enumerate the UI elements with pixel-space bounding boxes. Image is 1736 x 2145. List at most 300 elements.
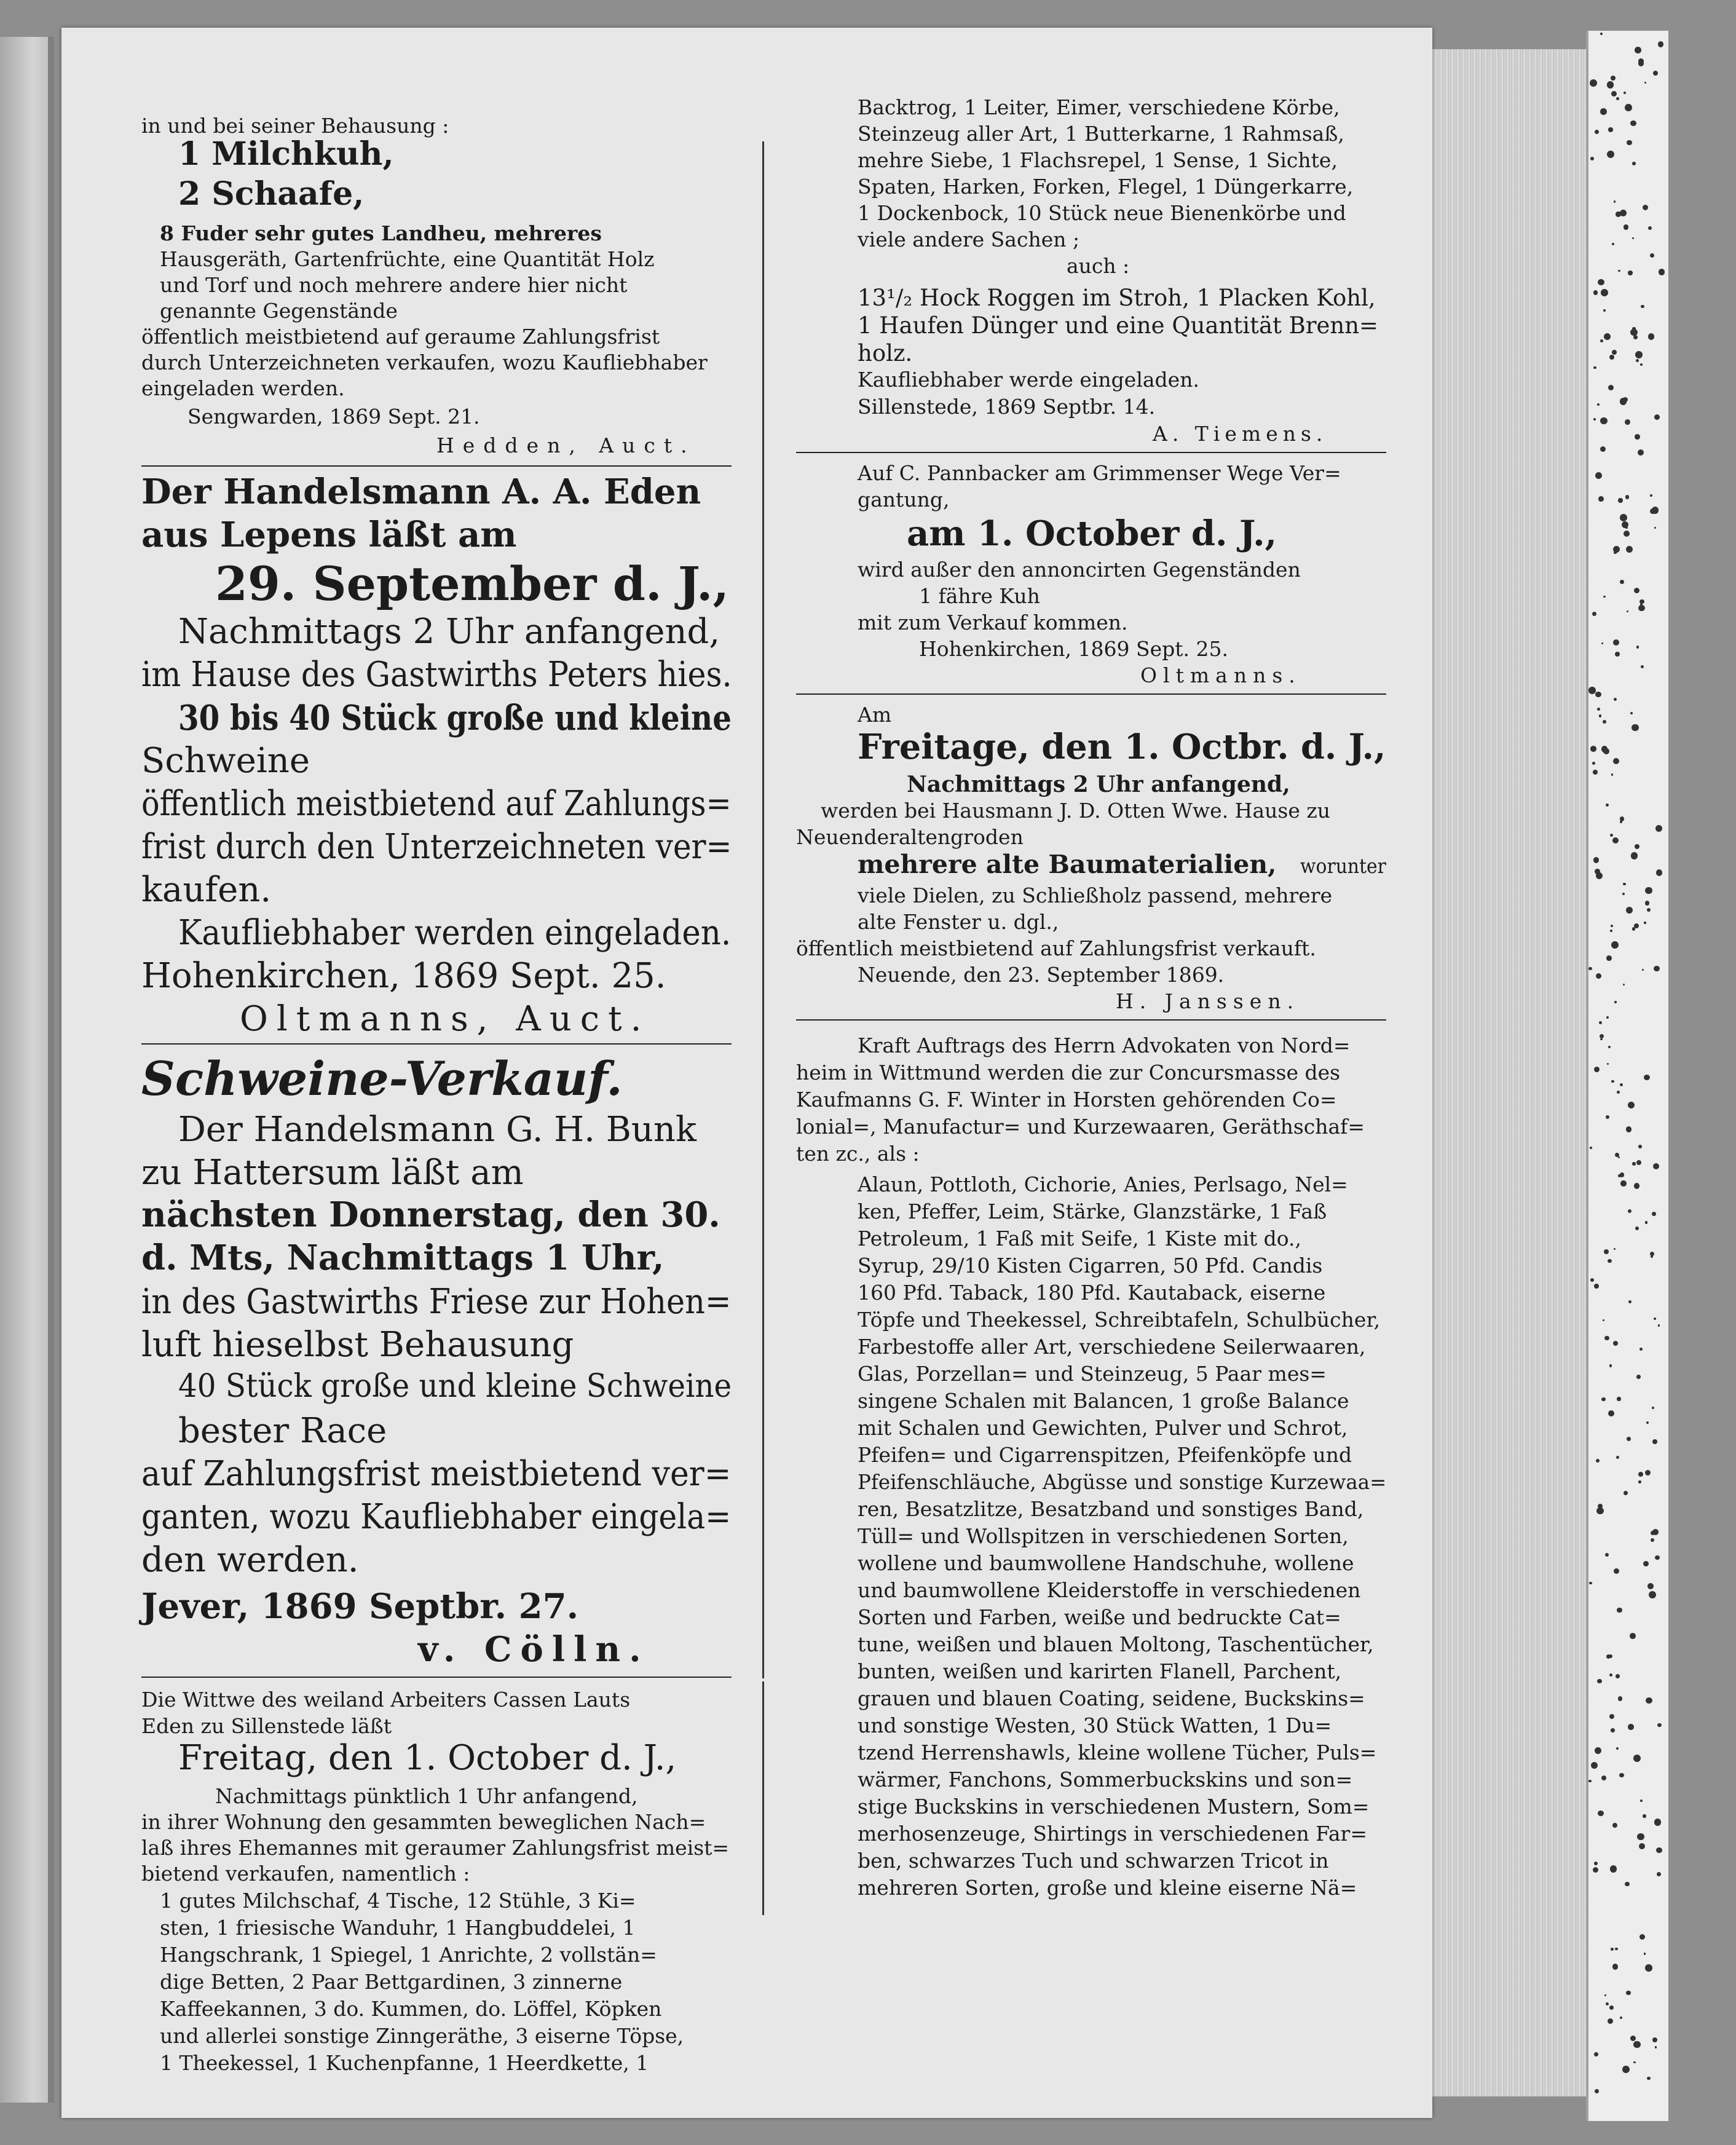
ad-separator — [796, 452, 1386, 453]
cover-speckle — [1590, 157, 1594, 160]
ad-text: Farbestoffe aller Art, verschiedene Seilerwaaren, — [858, 1335, 1366, 1359]
ad-text: Syrup, 29/10 Kisten Cigarren, 50 Pfd. Candis — [858, 1254, 1323, 1278]
ad-text: Pfeifen= und Cigarrenspitzen, Pfeifenköpfe und — [858, 1443, 1352, 1467]
cover-speckle — [1653, 71, 1658, 76]
cover-speckle — [1612, 243, 1614, 245]
cover-speckle — [1627, 1437, 1631, 1441]
previous-page-edge — [0, 37, 54, 2103]
ad-text: Kaufliebhaber werden eingeladen. — [178, 913, 732, 953]
cover-speckle — [1635, 844, 1639, 849]
cover-speckle — [1619, 1773, 1624, 1777]
cover-speckle — [1635, 351, 1643, 358]
cover-speckle — [1620, 1180, 1627, 1187]
ad-headline: d. Mts, Nachmittags 1 Uhr, — [141, 1238, 665, 1278]
cover-speckle — [1613, 1341, 1618, 1346]
ad-signature: v. Cölln. — [418, 1629, 650, 1670]
ad-headline: Freitag, den 1. October d. J., — [178, 1738, 677, 1778]
cover-speckle — [1655, 2046, 1657, 2048]
cover-speckle — [1594, 2052, 1598, 2056]
ad-text: merhosenzeuge, Shirtings in verschiedenen Far= — [858, 1822, 1367, 1846]
ad-text: sten, 1 friesische Wanduhr, 1 Hangbuddelei, 1 — [160, 1916, 636, 1940]
cover-speckle — [1600, 446, 1606, 452]
cover-speckle — [1616, 1456, 1619, 1459]
cover-speckle — [1590, 1278, 1594, 1282]
cover-speckle — [1628, 1724, 1633, 1729]
cover-speckle — [1606, 2002, 1609, 2005]
cover-speckle — [1594, 1862, 1598, 1865]
ad-text: 1 fähre Kuh — [919, 584, 1040, 608]
ad-text: 1 Theekessel, 1 Kuchenpfanne, 1 Heerdkette, 1 — [160, 2051, 649, 2075]
ad-separator — [141, 1043, 732, 1045]
cover-speckle — [1654, 414, 1660, 420]
ad-headline: mehrere alte Baumaterialien, — [858, 850, 1277, 879]
cover-speckle — [1645, 887, 1652, 895]
cover-speckle — [1618, 1156, 1620, 1158]
cover-speckle — [1608, 2018, 1614, 2025]
cover-speckle — [1606, 1654, 1611, 1659]
ad-text: frist durch den Unterzeichneten ver= — [141, 827, 732, 867]
ad-text: zu Hattersum läßt am — [141, 1153, 524, 1193]
ad-text: viele andere Sachen ; — [858, 227, 1080, 251]
ad-text: Alaun, Pottloth, Cichorie, Anies, Perlsago, Nel= — [858, 1172, 1348, 1196]
ad-text: Kaffeekannen, 3 do. Kummen, do. Löffel, Köpken — [160, 1997, 662, 2021]
cover-speckle — [1649, 1591, 1656, 1598]
ad-text: Schweine — [141, 741, 310, 781]
cover-speckle — [1610, 1865, 1617, 1873]
ad-text: in des Gastwirths Friese zur Hohen= — [141, 1282, 732, 1322]
ad-separator — [796, 693, 1386, 695]
cover-speckle — [1616, 97, 1619, 100]
ad-text: auch : — [1067, 254, 1130, 278]
cover-speckle — [1605, 1553, 1609, 1557]
ad-text: luft hieselbst Behausung — [141, 1325, 574, 1365]
cover-speckle — [1591, 1762, 1598, 1769]
ad-text: grauen und blauen Coating, seidene, Buckskins= — [858, 1686, 1365, 1710]
cover-speckle — [1611, 773, 1613, 775]
ad-text: Nachmittags 2 Uhr anfangend, — [907, 772, 1290, 797]
cover-speckle — [1601, 1776, 1606, 1780]
ad-text: worunter — [1300, 854, 1386, 878]
ad-headline: 1 Milchkuh, — [178, 135, 394, 173]
cover-speckle — [1639, 1843, 1645, 1849]
ad-text: ten zc., als : — [796, 1142, 920, 1166]
cover-speckle — [1599, 1021, 1602, 1024]
cover-speckle — [1598, 279, 1604, 285]
cover-speckle — [1644, 1953, 1646, 1955]
cover-speckle — [1600, 108, 1606, 114]
cover-speckle — [1593, 418, 1596, 421]
cover-speckle — [1617, 1397, 1620, 1400]
cover-speckle — [1630, 120, 1636, 126]
cover-speckle — [1607, 81, 1614, 88]
cover-speckle — [1620, 514, 1627, 521]
cover-speckle — [1593, 290, 1598, 294]
cover-speckle — [1624, 92, 1626, 94]
ad-text: 30 bis 40 Stück große und kleine — [178, 698, 732, 738]
ad-text: lonial=, Manufactur= und Kurzewaaren, Geräthschaf= — [796, 1115, 1365, 1139]
cover-speckle — [1595, 2089, 1599, 2093]
cover-speckle — [1598, 496, 1604, 502]
ad-text: 1 gutes Milchschaf, 4 Tische, 12 Stühle, 3 Ki= — [160, 1889, 636, 1913]
ad-text: viele Dielen, zu Schließholz passend, mehrere — [858, 883, 1333, 907]
cover-speckle — [1620, 580, 1624, 584]
cover-speckle — [1633, 1755, 1641, 1762]
cover-speckle — [1594, 1284, 1599, 1289]
cover-speckle — [1640, 363, 1643, 366]
ad-title: Schweine-Verkauf. — [141, 1051, 623, 1106]
cover-speckle — [1623, 883, 1626, 886]
ad-text: und Torf und noch mehrere andere hier nicht — [160, 273, 628, 297]
cover-speckle — [1620, 398, 1627, 405]
cover-speckle — [1654, 1819, 1662, 1826]
ad-text: öffentlich meistbietend auf Zahlungs= — [141, 784, 732, 824]
ad-separator — [141, 465, 732, 467]
cover-speckle — [1614, 551, 1616, 554]
cover-speckle — [1624, 224, 1629, 230]
cover-speckle — [1612, 1823, 1617, 1828]
ad-text: Neuenderaltengroden — [796, 825, 1024, 849]
ad-signature: Hedden, Auct. — [436, 433, 696, 457]
ad-text: alte Fenster u. dgl., — [858, 910, 1059, 934]
cover-speckle — [1654, 1317, 1656, 1320]
ad-text: Glas, Porzellan= und Steinzeug, 5 Paar mes= — [858, 1362, 1327, 1386]
cover-speckle — [1631, 724, 1639, 732]
cover-speckle — [1603, 1319, 1604, 1321]
cover-speckle — [1655, 825, 1662, 832]
cover-speckle — [1638, 449, 1644, 456]
cover-speckle — [1652, 1212, 1656, 1216]
cover-speckle — [1614, 698, 1617, 701]
ad-headline: am 1. October d. J., — [907, 513, 1277, 554]
cover-speckle — [1596, 973, 1602, 979]
cover-speckle — [1610, 834, 1613, 837]
cover-speckle — [1625, 104, 1632, 111]
cover-speckle — [1657, 1872, 1661, 1876]
ad-text: wärmer, Fanchons, Sommerbuckskins und son= — [858, 1768, 1353, 1791]
cover-speckle — [1614, 200, 1616, 203]
ad-text: 13¹/₂ Hock Roggen im Stroh, 1 Placken Kohl, — [858, 285, 1376, 311]
cover-speckle — [1622, 2066, 1630, 2073]
cover-speckle — [1597, 1679, 1601, 1683]
cover-speckle — [1646, 1421, 1649, 1424]
cover-speckle — [1600, 339, 1603, 342]
cover-speckle — [1611, 1080, 1614, 1083]
cover-speckle — [1659, 269, 1665, 275]
cover-speckle — [1612, 350, 1617, 355]
ad-text: laß ihres Ehemannes mit geraumer Zahlungsfrist meist= — [141, 1836, 730, 1860]
ad-text: im Hause des Gastwirths Peters hies. — [141, 655, 732, 695]
ad-text: tune, weißen und blauen Moltong, Taschentücher, — [858, 1632, 1374, 1656]
ad-text: in und bei seiner Behausung : — [141, 114, 449, 138]
cover-speckle — [1604, 1249, 1609, 1254]
ad-text: Nachmittags 2 Uhr anfangend, — [178, 612, 720, 652]
cover-speckle — [1615, 652, 1620, 657]
cover-speckle — [1641, 305, 1644, 308]
cover-speckle — [1611, 1728, 1615, 1732]
cover-speckle — [1607, 1063, 1609, 1065]
cover-speckle — [1589, 1582, 1592, 1584]
cover-speckle — [1606, 804, 1609, 807]
cover-speckle — [1647, 908, 1651, 912]
column-divider — [762, 141, 764, 1678]
ad-text: wollene und baumwollene Handschuhe, wollene — [858, 1551, 1354, 1575]
ad-text: ren, Besatzlitze, Besatzband und sonstiges Band, — [858, 1497, 1364, 1521]
ad-text: bunten, weißen und karirten Flanell, Parchent, — [858, 1659, 1342, 1683]
cover-speckle — [1652, 2037, 1657, 2042]
cover-speckle — [1653, 1163, 1659, 1169]
ad-text: kaufen. — [141, 870, 272, 910]
ad-text: stige Buckskins in verschiedenen Mustern, Som= — [858, 1795, 1370, 1819]
cover-speckle — [1603, 309, 1606, 312]
cover-speckle — [1608, 385, 1614, 390]
cover-speckle — [1616, 1674, 1620, 1678]
book-cover-edge — [1586, 31, 1668, 2121]
ad-text: ganten, wozu Kaufliebhaber eingela= — [141, 1497, 732, 1537]
cover-speckle — [1604, 333, 1611, 340]
cover-speckle — [1639, 1348, 1643, 1351]
cover-speckle — [1609, 355, 1614, 360]
cover-speckle — [1606, 955, 1612, 961]
cover-speckle — [1635, 47, 1641, 53]
ad-text: Pfeifenschläuche, Abgüsse und sonstige Kurzewaa= — [858, 1470, 1387, 1494]
ad-text: mit Schalen und Gewichten, Pulver und Schrot, — [858, 1416, 1348, 1440]
cover-speckle — [1600, 33, 1603, 35]
cover-speckle — [1598, 1811, 1603, 1816]
ad-signature: Oltmanns. — [1140, 663, 1301, 687]
cover-speckle — [1595, 130, 1599, 134]
cover-speckle — [1620, 1172, 1624, 1177]
cover-speckle — [1628, 1209, 1631, 1213]
cover-speckle — [1652, 1407, 1654, 1409]
cover-speckle — [1627, 140, 1632, 146]
cover-speckle — [1595, 1747, 1602, 1755]
cover-speckle — [1611, 76, 1616, 81]
cover-speckle — [1624, 531, 1630, 537]
ad-text: Die Wittwe des weiland Arbeiters Cassen Lauts — [141, 1688, 631, 1712]
cover-speckle — [1596, 1507, 1603, 1514]
cover-speckle — [1632, 327, 1635, 330]
ad-headline: nächsten Donnerstag, den 30. — [141, 1195, 720, 1235]
cover-speckle — [1640, 1799, 1643, 1802]
ad-text: Backtrog, 1 Leiter, Eimer, verschiedene Körbe, — [858, 95, 1340, 119]
cover-speckle — [1590, 79, 1597, 87]
cover-speckle — [1634, 588, 1639, 593]
cover-speckle — [1642, 969, 1644, 971]
cover-speckle — [1630, 2036, 1636, 2042]
cover-speckle — [1593, 857, 1600, 863]
ad-text: Töpfe und Theekessel, Schreibtafeln, Schulbücher, — [858, 1308, 1381, 1332]
ad-date: Neuende, den 23. September 1869. — [858, 963, 1225, 987]
cover-speckle — [1626, 1991, 1631, 1996]
cover-speckle — [1593, 1867, 1598, 1873]
cover-speckle — [1618, 498, 1622, 502]
cover-speckle — [1631, 852, 1638, 859]
cover-speckle — [1609, 1673, 1612, 1677]
ad-text: Der Handelsmann A. A. Eden — [141, 472, 701, 512]
ad-text: Auf C. Pannbacker am Grimmenser Wege Ver= — [858, 461, 1341, 485]
column-divider — [762, 1681, 764, 1915]
cover-speckle — [1611, 1948, 1614, 1951]
cover-speckle — [1606, 1115, 1609, 1119]
ad-signature: Oltmanns, Auct. — [240, 999, 650, 1039]
ad-separator — [141, 1677, 732, 1678]
ad-date: Sillenstede, 1869 Septbr. 14. — [858, 395, 1156, 419]
ad-text: holz. — [858, 340, 913, 366]
cover-speckle — [1617, 1091, 1620, 1094]
cover-speckle — [1613, 639, 1619, 646]
cover-speckle — [1655, 1555, 1659, 1560]
cover-speckle — [1620, 816, 1624, 821]
ad-text: bietend verkaufen, namentlich : — [141, 1862, 470, 1886]
cover-speckle — [1615, 1948, 1617, 1950]
ad-text: und baumwollene Kleiderstoffe in verschiedenen — [858, 1578, 1361, 1602]
ad-text: Petroleum, 1 Faß mit Seife, 1 Kiste mit do., — [858, 1227, 1302, 1250]
cover-speckle — [1600, 1038, 1603, 1041]
cover-speckle — [1592, 762, 1595, 765]
ad-text: wird außer den annoncirten Gegenständen — [858, 558, 1301, 582]
ad-text: 160 Pfd. Taback, 180 Pfd. Kautaback, eiserne — [858, 1281, 1326, 1305]
ad-text: Am — [858, 703, 892, 727]
ad-text: werden bei Hausmann J. D. Otten Wwe. Hause zu — [821, 799, 1330, 823]
cover-speckle — [1609, 1714, 1614, 1719]
cover-speckle — [1588, 967, 1592, 971]
cover-speckle — [1601, 642, 1603, 644]
cover-speckle — [1634, 923, 1639, 928]
ad-text: 1 Haufen Dünger und eine Quantität Brenn= — [858, 312, 1379, 339]
cover-speckle — [1625, 1882, 1629, 1886]
cover-speckle — [1635, 1227, 1639, 1230]
ad-date: Sengwarden, 1869 Sept. 21. — [187, 405, 480, 429]
cover-speckle — [1645, 1964, 1652, 1972]
cover-speckle — [1611, 925, 1613, 927]
ad-text: Der Handelsmann G. H. Bunk — [178, 1110, 696, 1150]
cover-speckle — [1658, 1324, 1660, 1326]
cover-speckle — [1620, 1083, 1623, 1086]
cover-speckle — [1645, 1221, 1648, 1224]
cover-speckle — [1638, 605, 1644, 611]
ad-headline: Freitage, den 1. Octbr. d. J., — [858, 727, 1386, 767]
ad-text: Kraft Auftrags des Herrn Advokaten von Nord= — [858, 1033, 1351, 1057]
cover-speckle — [1612, 837, 1619, 843]
cover-speckle — [1641, 665, 1644, 668]
cover-speckle — [1652, 1439, 1657, 1444]
cover-speckle — [1596, 872, 1603, 879]
cover-speckle — [1603, 748, 1609, 754]
cover-speckle — [1643, 1561, 1649, 1566]
cover-speckle — [1592, 612, 1596, 616]
cover-speckle — [1625, 495, 1629, 499]
ad-text: in ihrer Wohnung den gesammten beweglichen Nach= — [141, 1810, 706, 1834]
ad-text: Nachmittags pünktlich 1 Uhr anfangend, — [215, 1784, 638, 1808]
cover-speckle — [1644, 1075, 1650, 1081]
cover-speckle — [1626, 546, 1633, 553]
ad-text: mehre Siebe, 1 Flachsrepel, 1 Sense, 1 Sichte, — [858, 148, 1338, 172]
cover-speckle — [1658, 41, 1663, 47]
ad-text: und allerlei sonstige Zinngeräthe, 3 eiserne Töpse, — [160, 2024, 684, 2048]
ad-signature: A. Tiemens. — [1153, 422, 1328, 446]
ad-separator — [796, 1019, 1386, 1021]
ad-text: Hangschrank, 1 Spiegel, 1 Anrichte, 2 vollstän= — [160, 1943, 657, 1967]
newspaper-page — [61, 28, 1432, 2118]
cover-speckle — [1638, 1145, 1642, 1148]
cover-speckle — [1611, 91, 1617, 97]
cover-speckle — [1626, 907, 1633, 914]
ad-text: durch Unterzeichneten verkaufen, wozu Kaufliebhaber — [141, 350, 708, 374]
ad-text: genannte Gegenstände — [160, 299, 398, 323]
cover-speckle — [1647, 1583, 1654, 1589]
cover-speckle — [1620, 2017, 1622, 2019]
cover-speckle — [1650, 494, 1652, 497]
cover-speckle — [1633, 2061, 1636, 2064]
cover-speckle — [1604, 1994, 1606, 1996]
cover-speckle — [1654, 966, 1660, 972]
cover-speckle — [1656, 1847, 1662, 1853]
ad-text: den werden. — [141, 1540, 359, 1580]
cover-speckle — [1608, 1410, 1614, 1416]
ad-headline: 29. September d. J., — [215, 556, 729, 611]
ad-text: ken, Pfeffer, Leim, Stärke, Glanzstärke, 1 Faß — [858, 1199, 1327, 1223]
cover-speckle — [1654, 527, 1657, 529]
cover-speckle — [1590, 1147, 1592, 1149]
ad-text: 1 Dockenbock, 10 Stück neue Bienenkörbe und — [858, 201, 1346, 225]
cover-speckle — [1632, 1162, 1636, 1166]
cover-speckle — [1593, 366, 1596, 369]
cover-speckle — [1604, 1336, 1609, 1340]
cover-speckle — [1613, 758, 1619, 764]
ad-text: Kaufliebhaber werde eingeladen. — [858, 368, 1199, 392]
cover-speckle — [1648, 226, 1652, 231]
cover-speckle — [1630, 712, 1633, 714]
cover-speckle — [1628, 1102, 1635, 1108]
cover-speckle — [1593, 770, 1597, 774]
ad-text: 40 Stück große und kleine Schweine — [178, 1368, 732, 1405]
cover-speckle — [1637, 1833, 1644, 1840]
cover-speckle — [1648, 333, 1654, 339]
ad-text: Tüll= und Wollspitzen in verschiedenen Sorten, — [858, 1524, 1349, 1548]
cover-speckle — [1656, 869, 1663, 876]
cover-speckle — [1606, 1016, 1609, 1019]
cover-speckle — [1614, 1568, 1619, 1574]
cover-speckle — [1599, 714, 1601, 717]
cover-speckle — [1608, 1046, 1611, 1049]
cover-speckle — [1612, 1964, 1619, 1970]
cover-speckle — [1632, 162, 1636, 165]
cover-speckle — [1644, 922, 1646, 923]
cover-speckle — [1618, 1696, 1623, 1701]
cover-speckle — [1608, 1259, 1612, 1263]
ad-text: mit zum Verkauf kommen. — [858, 610, 1128, 634]
cover-speckle — [1628, 1300, 1631, 1303]
ad-text: tzend Herrenshawls, kleine wollene Tücher, Puls= — [858, 1740, 1377, 1764]
cover-speckle — [1625, 419, 1630, 425]
cover-speckle — [1630, 1633, 1636, 1639]
cover-speckle — [1597, 403, 1600, 406]
cover-speckle — [1609, 2005, 1614, 2010]
cover-speckle — [1625, 527, 1628, 529]
cover-speckle — [1614, 1001, 1616, 1003]
ad-text: und sonstige Westen, 30 Stück Watten, 1 Du= — [858, 1713, 1332, 1737]
ad-text: Steinzeug aller Art, 1 Butterkarne, 1 Rahmsaß, — [858, 122, 1344, 146]
cover-speckle — [1652, 1529, 1659, 1535]
cover-speckle — [1652, 507, 1659, 514]
ad-text: singene Schalen mit Balancen, 1 große Balance — [858, 1389, 1349, 1413]
ad-text: mehreren Sorten, große und kleine eiserne Nä= — [858, 1876, 1357, 1900]
cover-speckle — [1611, 941, 1619, 949]
ad-text: Kaufmanns G. F. Winter in Horsten gehörenden Co= — [796, 1088, 1337, 1112]
cover-speckle — [1617, 1608, 1622, 1613]
cover-speckle — [1603, 596, 1605, 598]
cover-speckle — [1600, 1034, 1604, 1038]
